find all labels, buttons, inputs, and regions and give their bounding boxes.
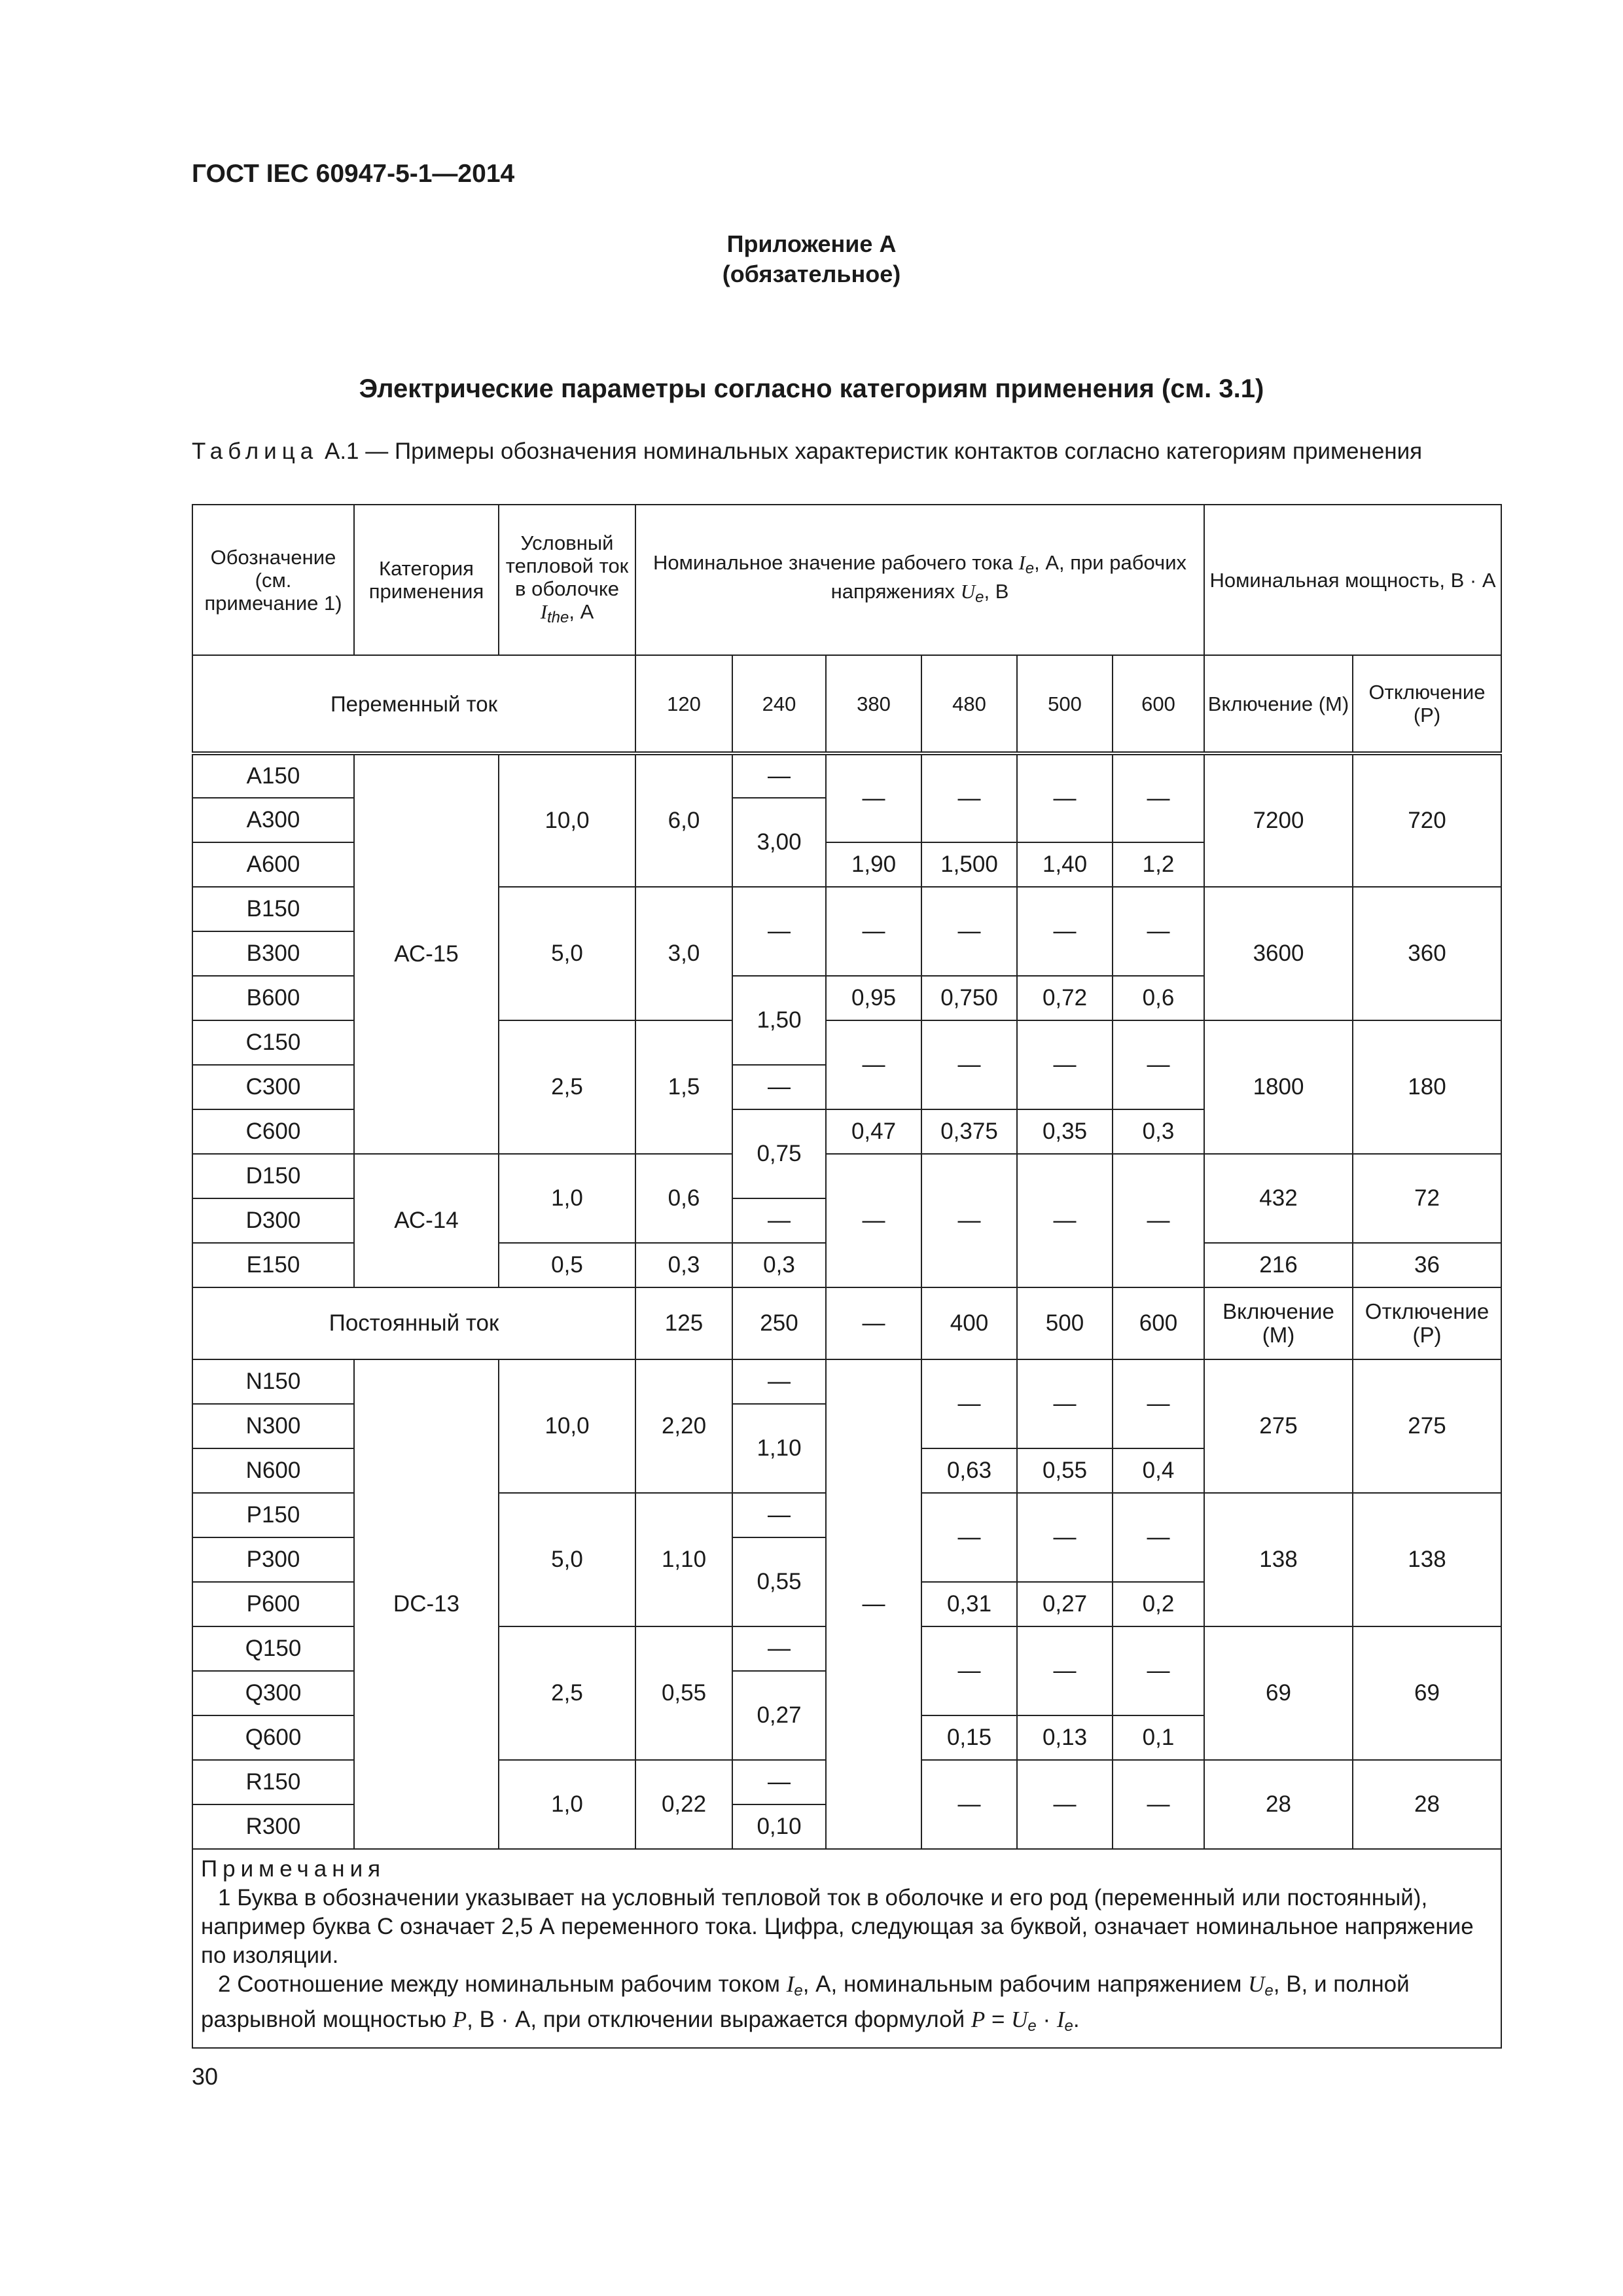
ac-label: Переменный ток — [192, 655, 635, 753]
current-cell: 0,55 — [635, 1626, 732, 1760]
current-cell: 0,75 — [732, 1109, 826, 1198]
dc-voltage: 400 — [921, 1287, 1017, 1359]
current-cell: — — [921, 1760, 1017, 1849]
current-cell: 0,47 — [826, 1109, 921, 1154]
current-cell: — — [732, 1626, 826, 1671]
table-caption — [192, 437, 1494, 465]
current-cell: 0,27 — [732, 1671, 826, 1760]
current-cell: — — [732, 1493, 826, 1537]
col-category: Категория применения — [354, 505, 499, 655]
annex-status: (обязательное) — [722, 260, 901, 287]
table-row — [192, 1154, 1501, 1198]
designation-cell: В300 — [192, 931, 354, 976]
power-make-cell: 1800 — [1204, 1020, 1353, 1154]
current-cell: 0,3 — [635, 1243, 732, 1287]
current-cell: 1,90 — [826, 842, 921, 887]
current-cell: — — [1017, 1154, 1113, 1287]
power-break-cell: 720 — [1353, 753, 1501, 887]
current-cell: 0,22 — [635, 1760, 732, 1849]
current-cell: 0,3 — [732, 1243, 826, 1287]
current-cell: 0,13 — [1017, 1715, 1113, 1760]
current-cell: 0,72 — [1017, 976, 1113, 1020]
designation-cell: А300 — [192, 798, 354, 842]
designation-cell: Р600 — [192, 1582, 354, 1626]
current-cell: 0,63 — [921, 1448, 1017, 1493]
note-2: 2 Соотношение между номинальным рабочим током $I_e$, А, номинальным рабочим напряжением $U_e$, В, и полной разрывной мощностью P, В · А, при отключении выражается формулой $P = U_e \cdot I_e$. — [201, 1971, 1410, 2035]
designation-cell: С150 — [192, 1020, 354, 1065]
power-break-cell: 275 — [1353, 1359, 1501, 1493]
designation-cell: Q600 — [192, 1715, 354, 1760]
current-cell: — — [1113, 1493, 1204, 1582]
current-cell: 1,10 — [732, 1404, 826, 1493]
dc-voltage: — — [826, 1287, 921, 1359]
category-cell: DC-13 — [354, 1359, 499, 1849]
page-number: 30 — [192, 2063, 219, 2090]
designation-cell: N300 — [192, 1404, 354, 1448]
thermal-cell: 5,0 — [499, 887, 635, 1020]
designation-cell: Е150 — [192, 1243, 354, 1287]
current-cell: — — [1017, 1760, 1113, 1849]
col-thermal-current: Условный тепловой ток в оболочке $I_{the}$, А — [499, 505, 635, 655]
designation-cell: Q150 — [192, 1626, 354, 1671]
current-cell: 0,35 — [1017, 1109, 1113, 1154]
current-cell: 0,4 — [1113, 1448, 1204, 1493]
current-cell: — — [732, 887, 826, 976]
col-designation: Обозначение (см. примечание 1) — [192, 505, 354, 655]
thermal-cell: 1,0 — [499, 1154, 635, 1243]
designation-cell: В150 — [192, 887, 354, 931]
current-cell: 0,1 — [1113, 1715, 1204, 1760]
current-cell: — — [1017, 1020, 1113, 1109]
power-break-cell: 360 — [1353, 887, 1501, 1020]
section-title: Электрические параметры согласно категориям применения (см. 3.1) — [359, 374, 1264, 403]
note-1: 1 Буква в обозначении указывает на условный тепловой ток в оболочке и его род (переменный или постоянный), например буква С означает 2,5 А переменного тока. Цифра, следующая за буквой, означает номинальное напряжение по изоляции. — [201, 1885, 1474, 1968]
power-make-cell: 7200 — [1204, 753, 1353, 887]
current-cell: 0,55 — [732, 1537, 826, 1626]
notes-row — [192, 1849, 1501, 2048]
designation-cell: N150 — [192, 1359, 354, 1404]
designation-cell: D300 — [192, 1198, 354, 1243]
designation-cell: R300 — [192, 1804, 354, 1849]
current-cell: 1,500 — [921, 842, 1017, 887]
designation-cell: А150 — [192, 753, 354, 798]
current-cell: — — [1017, 887, 1113, 976]
designation-cell: R150 — [192, 1760, 354, 1804]
current-cell: — — [1113, 887, 1204, 976]
table-notes — [192, 1849, 1501, 2048]
thermal-cell: 2,5 — [499, 1626, 635, 1760]
ac-voltage: 500 — [1017, 655, 1113, 753]
designation-cell: D150 — [192, 1154, 354, 1198]
current-cell: — — [921, 1493, 1017, 1582]
designation-cell: N600 — [192, 1448, 354, 1493]
dc-make-header: Включение (М) — [1204, 1287, 1353, 1359]
current-cell: 0,31 — [921, 1582, 1017, 1626]
category-cell: АС-15 — [354, 753, 499, 1154]
dc-voltage: 500 — [1017, 1287, 1113, 1359]
table-row — [192, 1359, 1501, 1404]
current-cell: 0,95 — [826, 976, 921, 1020]
current-cell: — — [921, 753, 1017, 842]
power-make-cell: 28 — [1204, 1760, 1353, 1849]
current-cell: — — [1017, 1493, 1113, 1582]
designation-cell: А600 — [192, 842, 354, 887]
current-cell: 0,15 — [921, 1715, 1017, 1760]
ratings-table — [192, 504, 1502, 2049]
annex-title: Приложение А — [726, 230, 897, 257]
current-cell: — — [921, 1020, 1017, 1109]
table-header-row — [192, 505, 1501, 655]
current-cell: — — [826, 753, 921, 842]
current-cell: — — [732, 1065, 826, 1109]
current-cell: 0,55 — [1017, 1448, 1113, 1493]
designation-cell: В600 — [192, 976, 354, 1020]
current-cell: — — [921, 1359, 1017, 1448]
current-cell: 1,40 — [1017, 842, 1113, 887]
current-cell: 0,10 — [732, 1804, 826, 1849]
ac-header-row — [192, 655, 1501, 753]
current-cell: 0,27 — [1017, 1582, 1113, 1626]
power-break-cell: 72 — [1353, 1154, 1501, 1243]
power-make-cell: 138 — [1204, 1493, 1353, 1626]
current-cell: — — [921, 1154, 1017, 1287]
current-cell: — — [1017, 1359, 1113, 1448]
current-cell: — — [826, 887, 921, 976]
current-cell: — — [1113, 753, 1204, 842]
col-rated-power: Номинальная мощность, В · А — [1204, 505, 1501, 655]
current-cell: 0,375 — [921, 1109, 1017, 1154]
power-make-cell: 432 — [1204, 1154, 1353, 1243]
designation-cell: Р150 — [192, 1493, 354, 1537]
col-rated-current: Номинальное значение рабочего тока $I_e$, А, при рабочих напряжениях $U_e$, В — [635, 505, 1204, 655]
power-break-cell: 69 — [1353, 1626, 1501, 1760]
current-cell: — — [732, 753, 826, 798]
current-cell: — — [826, 1020, 921, 1109]
notes-title: Примечания — [201, 1856, 386, 1882]
current-cell: 0,6 — [635, 1154, 732, 1243]
table-row — [192, 753, 1501, 798]
table-caption-text: А.1 — Примеры обозначения номинальных характеристик контактов согласно категориям применения — [324, 439, 1423, 464]
current-cell: — — [1017, 1626, 1113, 1715]
current-cell: — — [1113, 1154, 1204, 1287]
designation-cell: Q300 — [192, 1671, 354, 1715]
designation-cell: Р300 — [192, 1537, 354, 1582]
current-cell: — — [1113, 1760, 1204, 1849]
ac-voltage: 480 — [921, 655, 1017, 753]
ac-voltage: 240 — [732, 655, 826, 753]
current-cell: 3,00 — [732, 798, 826, 887]
current-cell: 2,20 — [635, 1359, 732, 1493]
ac-voltage: 600 — [1113, 655, 1204, 753]
designation-cell: С600 — [192, 1109, 354, 1154]
category-cell: АС-14 — [354, 1154, 499, 1287]
current-cell: — — [826, 1154, 921, 1287]
dc-label: Постоянный ток — [192, 1287, 635, 1359]
current-cell: — — [732, 1760, 826, 1804]
thermal-cell: 2,5 — [499, 1020, 635, 1154]
current-cell: 1,2 — [1113, 842, 1204, 887]
thermal-cell: 5,0 — [499, 1493, 635, 1626]
current-cell: 6,0 — [635, 753, 732, 887]
dc-header-row — [192, 1287, 1501, 1359]
thermal-cell: 10,0 — [499, 1359, 635, 1493]
current-cell: 1,50 — [732, 976, 826, 1065]
power-make-cell: 275 — [1204, 1359, 1353, 1493]
current-cell: 0,750 — [921, 976, 1017, 1020]
ac-make-header: Включение (М) — [1204, 655, 1353, 753]
thermal-cell: 0,5 — [499, 1243, 635, 1287]
ac-voltage: 120 — [635, 655, 732, 753]
current-cell: 1,10 — [635, 1493, 732, 1626]
current-cell: 3,0 — [635, 887, 732, 1020]
dc-break-header: Отключение (Р) — [1353, 1287, 1501, 1359]
current-cell: — — [826, 1359, 921, 1849]
standard-designation: ГОСТ IEC 60947-5-1—2014 — [192, 160, 515, 188]
designation-cell: С300 — [192, 1065, 354, 1109]
current-cell: — — [1017, 753, 1113, 842]
dc-voltage: 125 — [635, 1287, 732, 1359]
current-cell: 0,6 — [1113, 976, 1204, 1020]
current-cell: 1,5 — [635, 1020, 732, 1154]
ac-break-header: Отключение (Р) — [1353, 655, 1501, 753]
current-cell: — — [921, 887, 1017, 976]
power-break-cell: 138 — [1353, 1493, 1501, 1626]
power-break-cell: 36 — [1353, 1243, 1501, 1287]
current-cell: 0,3 — [1113, 1109, 1204, 1154]
dc-voltage: 250 — [732, 1287, 826, 1359]
thermal-cell: 1,0 — [499, 1760, 635, 1849]
current-cell: — — [732, 1359, 826, 1404]
current-cell: — — [1113, 1359, 1204, 1448]
power-break-cell: 28 — [1353, 1760, 1501, 1849]
power-make-cell: 3600 — [1204, 887, 1353, 1020]
current-cell: — — [1113, 1626, 1204, 1715]
dc-voltage: 600 — [1113, 1287, 1204, 1359]
ac-voltage: 380 — [826, 655, 921, 753]
power-break-cell: 180 — [1353, 1020, 1501, 1154]
power-make-cell: 69 — [1204, 1626, 1353, 1760]
current-cell: — — [1113, 1020, 1204, 1109]
current-cell: — — [921, 1626, 1017, 1715]
current-cell: — — [732, 1198, 826, 1243]
power-make-cell: 216 — [1204, 1243, 1353, 1287]
current-cell: 0,2 — [1113, 1582, 1204, 1626]
thermal-cell: 10,0 — [499, 753, 635, 887]
table-caption-label: Таблица — [192, 439, 319, 464]
